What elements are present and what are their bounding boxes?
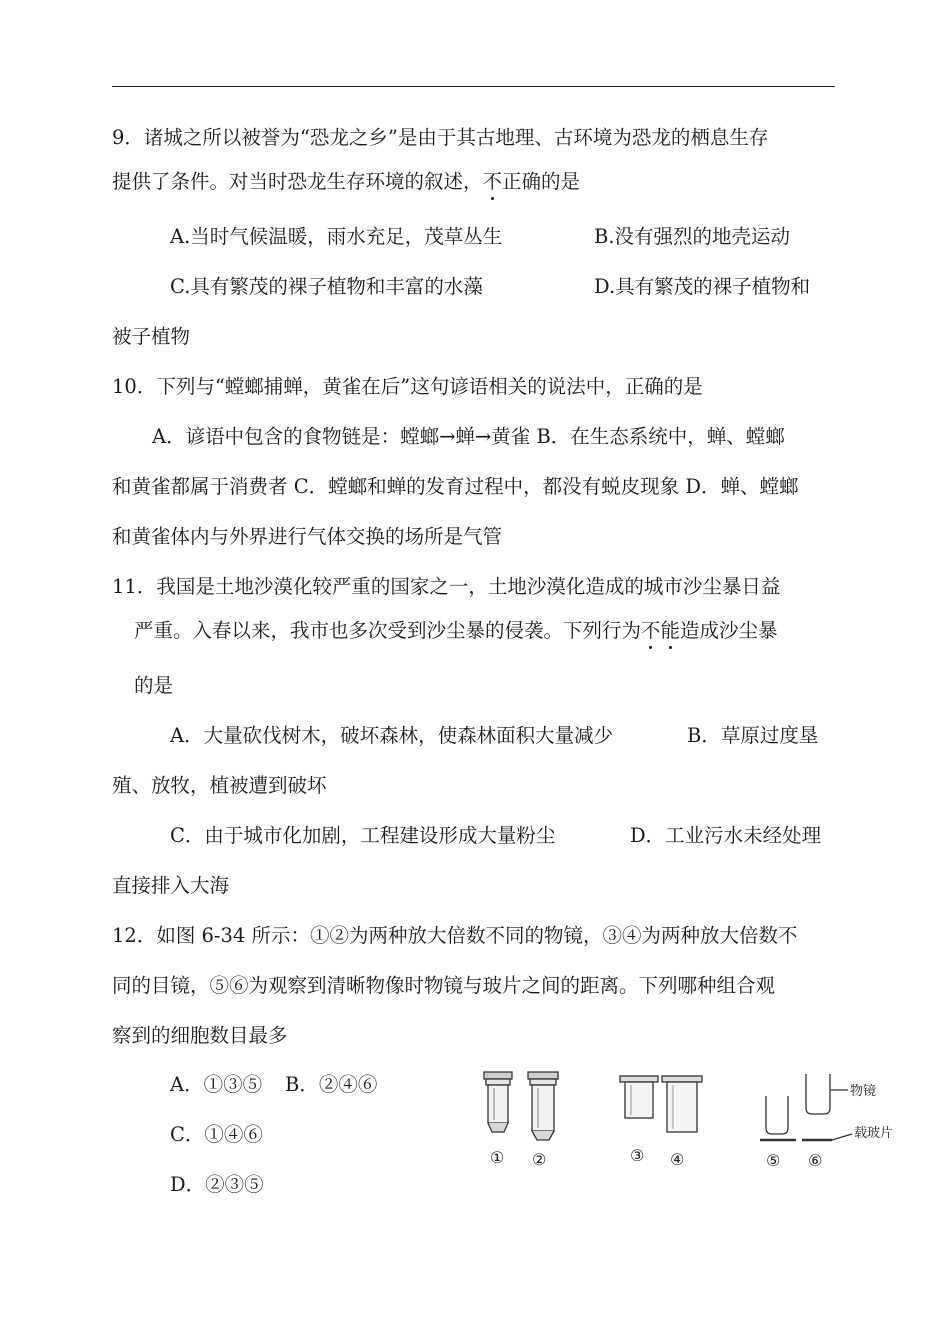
figure-label-2: ② [532,1150,547,1169]
eyepiece-lens-3-icon [620,1076,658,1118]
q12-stem-line2: 同的目镜，⑤⑥为观察到清晰物像时物镜与玻片之间的距离。下列哪种组合观 [112,974,776,997]
q9-option-a: A.当时气候温暖，雨水充足，茂草丛生 [170,225,503,248]
q11-stem-line2 [134,619,778,643]
q10-options-line1: A．谚语中包含的食物链是：螳螂→蝉→黄雀 B．在生态系统中，蝉、螳螂 [152,425,785,448]
q11-option-b-continued: 殖、放牧，植被遭到破坏 [112,774,327,797]
q10-stem: 10．下列与“螳螂捕蝉，黄雀在后”这句谚语相关的说法中，正确的是 [112,375,703,398]
objective-label: 物镜 [850,1084,877,1099]
q11-stem-text-end: 造成沙尘暴 [680,619,778,642]
q9-stem-text: 提供了条件。对当时恐龙生存环境的叙述， [112,170,483,193]
q11-option-c: C．由于城市化加剧，工程建设形成大量粉尘 [170,824,556,847]
q12-stem-line1: 12．如图 6-34 所示：①②为两种放大倍数不同的物镜，③④为两种放大倍数不 [112,924,798,947]
q12-option-c: C．①④⑥ [170,1123,263,1146]
eyepiece-lens-4-icon [662,1076,702,1132]
q11-stem-text: 严重。入春以来，我市也多次受到沙尘暴的侵袭。下列行为 [134,619,642,642]
q9-emphasis-not: 不 [482,170,503,193]
q9-stem-text-end: 正确的是 [502,170,581,193]
distance-diagram-5-icon [760,1096,796,1140]
distance-diagram-6-icon [802,1074,852,1140]
q11-option-d: D．工业污水未经处理 [630,824,822,847]
q12-option-d: D．②③⑤ [170,1173,264,1196]
microscope-lens-figure [470,1062,910,1182]
q12-option-a: A．①③⑤ [170,1073,263,1096]
figure-label-6: ⑥ [808,1151,823,1170]
figure-label-5: ⑤ [766,1151,781,1170]
q9-stem-line1: 9．诸城之所以被誉为“恐龙之乡”是由于其古地理、古环境为恐龙的栖息生存 [112,126,769,149]
q12-option-b: B．②④⑥ [285,1073,378,1096]
q11-emphasis-can: 能 [660,619,681,642]
q11-emphasis-not: 不 [641,619,661,642]
q11-option-a: A．大量砍伐树木，破坏森林，使森林面积大量减少 [170,724,614,747]
objective-lens-2-icon [528,1072,558,1140]
q12-stem-line3: 察到的细胞数目最多 [112,1024,288,1047]
q11-stem-line3: 的是 [134,674,174,697]
q9-option-d: D.具有繁茂的裸子植物和 [594,275,811,298]
header-rule [112,86,835,87]
q11-option-b: B．草原过度垦 [687,724,819,747]
figure-label-1: ① [490,1148,505,1167]
figure-label-4: ④ [670,1150,685,1169]
q9-option-b: B.没有强烈的地壳运动 [594,225,791,248]
figure-label-3: ③ [630,1146,645,1165]
q10-options-line3: 和黄雀体内与外界进行气体交换的场所是气管 [112,525,503,548]
q9-stem-line2 [112,170,580,194]
q11-option-d-continued: 直接排入大海 [112,874,230,897]
q10-options-line2: 和黄雀都属于消费者 C．螳螂和蝉的发育过程中，都没有蜕皮现象 D．蝉、螳螂 [112,475,799,498]
objective-lens-1-icon [484,1072,512,1132]
q9-option-d-continued: 被子植物 [112,325,191,348]
q9-option-c: C.具有繁茂的裸子植物和丰富的水藻 [170,275,483,298]
q11-stem-line1: 11．我国是土地沙漠化较严重的国家之一，土地沙漠化造成的城市沙尘暴日益 [112,575,781,598]
slide-label: 载玻片 [854,1126,894,1141]
